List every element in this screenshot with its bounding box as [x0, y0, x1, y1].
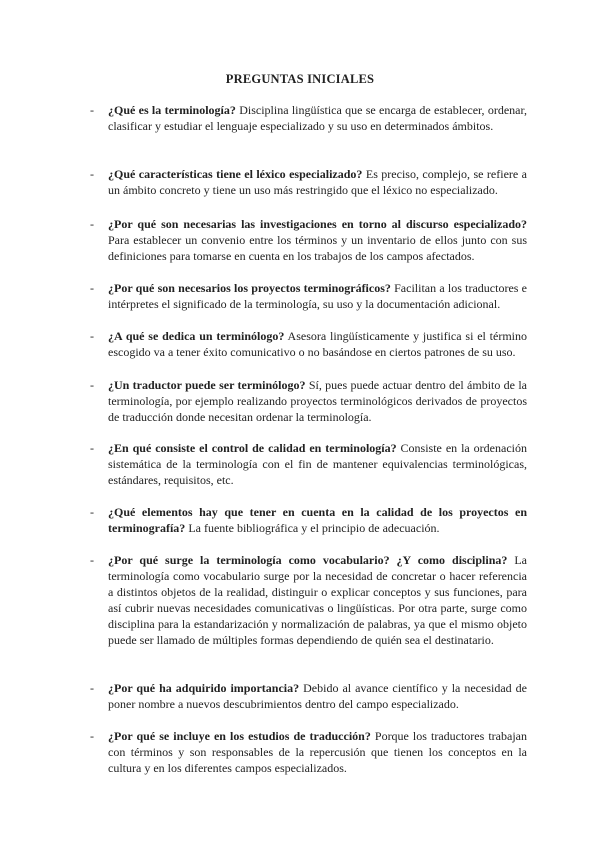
bullet-dash: - [90, 217, 94, 231]
qa-item-1 [90, 102, 527, 134]
question-text: ¿Por qué son necesarias las investigaciones en torno al discurso especializado? [108, 217, 527, 231]
bullet-dash: - [90, 329, 94, 343]
bullet-dash: - [90, 103, 94, 117]
answer-text: Sí, pues puede actuar dentro del ámbito de la terminología, por ejemplo realizando proyectos terminológicos derivados de proyectos de traducción donde necesitan ordenar la terminología. [108, 378, 527, 424]
answer-text: Facilitan a los traductores e intérpretes el significado de la terminología, su uso y la documentación adicional. [108, 281, 528, 311]
question-text: ¿Por qué se incluye en los estudios de traducción? [108, 729, 371, 743]
qa-item-11 [90, 728, 527, 776]
answer-text: Consiste en la ordenación sistemática de la terminología con el fin de mantener equivalencias terminológicas, estándares, requisitos, etc. [108, 441, 527, 487]
answer-text: La terminología como vocabulario surge por la necesidad de concretar o hacer referencia a distintos objetos de la realidad, distinguir o explicar conceptos y sus funciones, para así cubrir nuevas necesidades comunicativas o lingüísticas. Por otra parte, surge como disciplina para la estandarización y normalización de palabras, ya que el mismo objeto puede ser llamado de múltiples formas dependiendo de quién sea el destinatario. [108, 553, 527, 647]
qa-item-7 [90, 440, 527, 488]
answer-text: Debido al avance científico y la necesidad de poner nombre a nuevos descubrimientos dentro del campo especializado. [108, 681, 527, 711]
page-title: PREGUNTAS INICIALES [225, 72, 375, 86]
answer-text: Para establecer un convenio entre los términos y un inventario de ellos junto con sus definiciones para tomarse en cuenta en los trabajos de los campos afectados. [108, 233, 527, 263]
qa-item-6 [90, 377, 527, 425]
question-text: ¿Por qué ha adquirido importancia? [108, 681, 300, 695]
question-text: ¿Un traductor puede ser terminólogo? [108, 378, 306, 392]
answer-text: Porque los traductores trabajan con términos y son responsables de la repercusión que tienen los conceptos en la cultura y en los diferentes campos especializados. [108, 729, 527, 775]
question-text: ¿Qué características tiene el léxico especializado? [108, 167, 363, 181]
question-text: ¿A qué se dedica un terminólogo? [108, 329, 285, 343]
bullet-dash: - [90, 729, 94, 743]
bullet-dash: - [90, 441, 94, 455]
question-text: ¿Por qué surge la terminología como vocabulario? ¿Y como disciplina? [108, 553, 508, 567]
qa-item-8 [90, 504, 527, 536]
question-text: ¿Por qué son necesarios los proyectos terminográficos? [108, 281, 391, 295]
question-text: ¿Qué es la terminología? [108, 103, 236, 117]
answer-text: La fuente bibliográfica y el principio de adecuación. [185, 521, 440, 535]
qa-item-2 [90, 166, 527, 198]
bullet-dash: - [90, 505, 94, 519]
qa-item-4 [90, 280, 527, 312]
bullet-dash: - [90, 281, 94, 295]
bullet-dash: - [90, 378, 94, 392]
qa-item-5 [90, 328, 527, 360]
qa-item-3 [90, 216, 527, 264]
bullet-dash: - [90, 681, 94, 695]
answer-text: Es preciso, complejo, se refiere a un ámbito concreto y tiene un uso más restringido que el léxico no especializado. [108, 167, 527, 197]
answer-text: Asesora lingüísticamente y justifica si el término escogido va a tener éxito comunicativo o no basándose en ciertos patrones de su uso. [108, 329, 527, 359]
question-text: ¿En qué consiste el control de calidad en terminología? [108, 441, 397, 455]
qa-item-10 [90, 680, 527, 712]
bullet-dash: - [90, 167, 94, 181]
question-text: ¿Qué elementos hay que tener en cuenta en la calidad de los proyectos en terminografía? [108, 505, 527, 535]
bullet-dash: - [90, 553, 94, 567]
qa-item-9 [90, 552, 527, 648]
answer-text: Disciplina lingüística que se encarga de establecer, ordenar, clasificar y estudiar el lenguaje especializado y su uso en determinados ámbitos. [108, 103, 527, 133]
